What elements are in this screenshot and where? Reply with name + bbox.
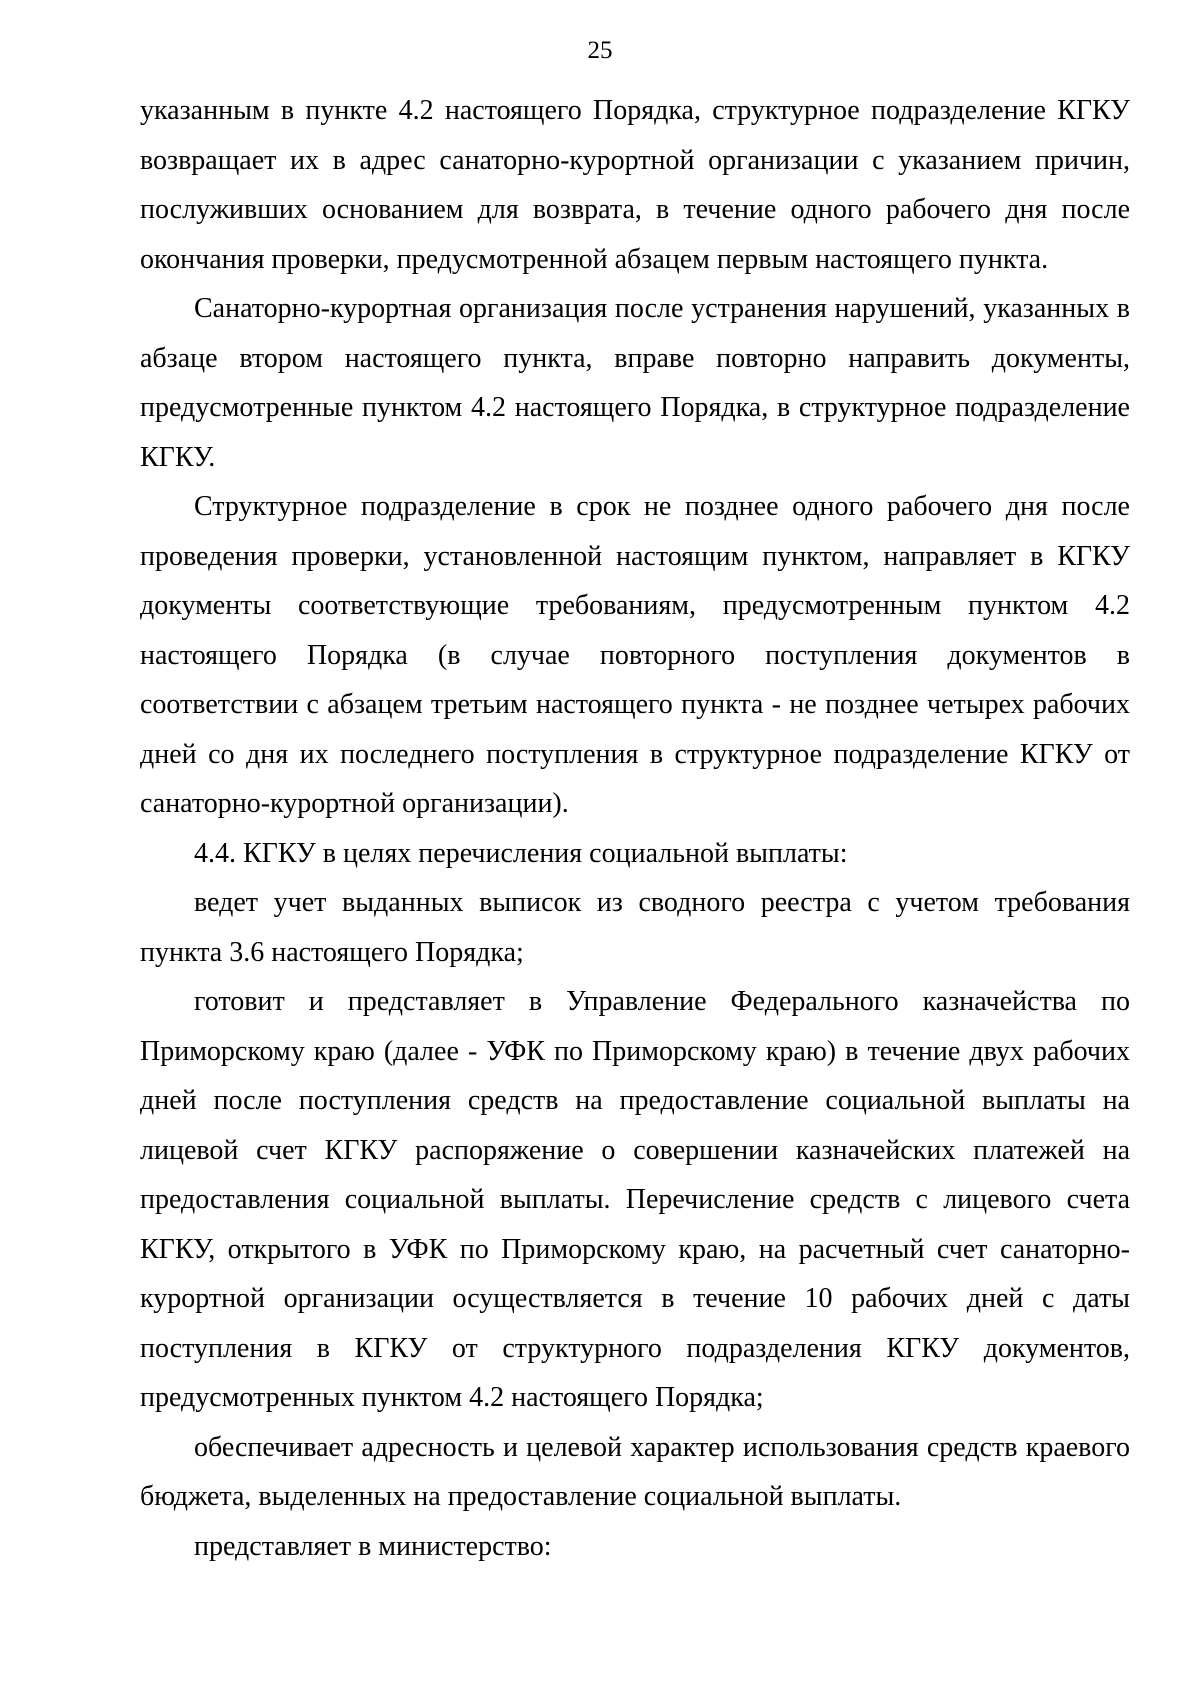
paragraph-treasury-payment: готовит и представляет в Управление Федерального казначейства по Приморскому краю (далее - УФК по Приморскому краю) в течение двух рабочих дней после поступления средств на предоставление социальной выплаты на лицевой счет КГКУ распоряжение о совершении казначейских платежей на предоставления социальной выплаты. Перечисление средств с лицевого счета КГКУ, открытого в УФК по Приморскому краю, на расчетный счет санаторно-курортной организации осуществляется в течение 10 рабочих дней с даты поступления в КГКУ от структурного подразделения КГКУ документов, предусмотренных пунктом 4.2 настоящего Порядка; <box>140 986 1130 1413</box>
paragraph-clause-4-4: 4.4. КГКУ в целях перечисления социальной выплаты: <box>194 837 848 869</box>
paragraph-register-accounting: ведет учет выданных выписок из сводного реестра с учетом требования пункта 3.6 настоящего Порядка; <box>140 887 1130 968</box>
paragraph-submits-to-ministry: представляет в министерство: <box>194 1530 552 1562</box>
paragraph-continuation: указанным в пункте 4.2 настоящего Порядка, структурное подразделение КГКУ возвращает их в адрес санаторно-курортной организации с указанием причин, послуживших основанием для возврата, в течение одного рабочего дня после окончания проверки, предусмотренной абзацем первым настоящего пункта. <box>140 95 1130 275</box>
document-body <box>140 86 1130 1571</box>
paragraph-structural-unit: Структурное подразделение в срок не позднее одного рабочего дня после проведения проверки, установленной настоящим пунктом, направляет в КГКУ документы соответствующие требованиям, предусмотренным пунктом 4.2 настоящего Порядка (в случае повторного поступления документов в соответствии с абзацем третьим настоящего пункта - не позднее четырех рабочих дней со дня их последнего поступления в структурное подразделение КГКУ от санаторно-курортной организации). <box>140 491 1130 819</box>
paragraph-resubmission: Санаторно-курортная организация после устранения нарушений, указанных в абзаце втором настоящего пункта, вправе повторно направить документы, предусмотренные пунктом 4.2 настоящего Порядка, в структурное подразделение КГКУ. <box>140 293 1130 473</box>
paragraph-targeted-use: обеспечивает адресность и целевой характер использования средств краевого бюджета, выделенных на предоставление социальной выплаты. <box>140 1431 1130 1512</box>
page-number: 25 <box>587 37 613 64</box>
